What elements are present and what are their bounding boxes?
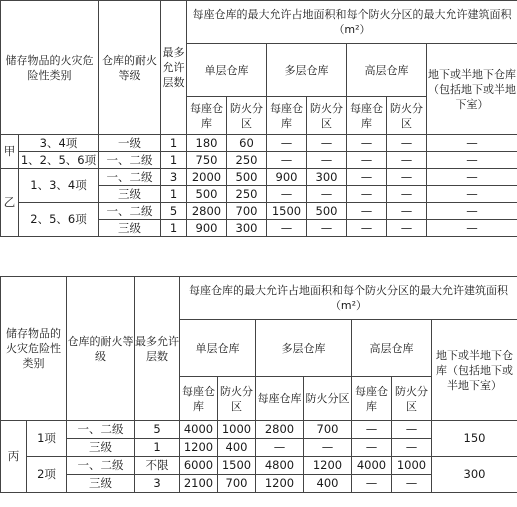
value-cell: 500 — [227, 169, 267, 186]
item-cell: 1项 — [27, 421, 67, 457]
value-cell: — — [347, 220, 387, 237]
header-underground: 地下或半地下仓库（包括地下或半地下室） — [427, 44, 517, 135]
class-cell: 丙 — [1, 421, 27, 493]
grade-cell: 一、二级 — [99, 169, 161, 186]
header-area-group: 每座仓库的最大允许占地面积和每个防火分区的最大允许建筑面积（m²） — [187, 1, 517, 44]
value-cell: 300 — [307, 169, 347, 186]
floors-cell: 不限 — [135, 457, 180, 475]
value-cell: 700 — [218, 475, 256, 493]
header-per-warehouse: 每座仓库 — [352, 377, 392, 421]
value-cell: 1500 — [218, 457, 256, 475]
header-per-warehouse: 每座仓库 — [267, 97, 307, 135]
value-cell: — — [267, 186, 307, 203]
header-per-warehouse: 每座仓库 — [256, 377, 304, 421]
floors-cell: 1 — [161, 186, 187, 203]
value-cell: — — [387, 152, 427, 169]
floors-cell: 3 — [135, 475, 180, 493]
value-cell: 2100 — [180, 475, 218, 493]
header-per-warehouse: 每座仓库 — [347, 97, 387, 135]
value-cell: 1000 — [392, 457, 432, 475]
value-cell: 4000 — [180, 421, 218, 439]
header-multi-storey: 多层仓库 — [267, 44, 347, 97]
value-cell: — — [427, 152, 517, 169]
value-cell: — — [352, 475, 392, 493]
grade-cell: 一、二级 — [67, 421, 135, 439]
value-cell: — — [387, 135, 427, 152]
value-cell: — — [347, 186, 387, 203]
header-area-group: 每座仓库的最大允许占地面积和每个防火分区的最大允许建筑面积（m²） — [180, 277, 517, 320]
floors-cell: 3 — [161, 169, 187, 186]
value-cell: — — [427, 186, 517, 203]
value-cell: 300 — [227, 220, 267, 237]
header-max-floors: 最多允许层数 — [135, 277, 180, 421]
grade-cell: 一、二级 — [67, 457, 135, 475]
item-cell: 3、4项 — [19, 135, 99, 152]
value-cell: 1200 — [180, 439, 218, 457]
value-cell: — — [387, 169, 427, 186]
floors-cell: 1 — [161, 220, 187, 237]
header-high-rise: 高层仓库 — [352, 320, 432, 377]
floors-cell: 1 — [161, 135, 187, 152]
header-single-storey: 单层仓库 — [180, 320, 256, 377]
header-per-zone: 防火分区 — [218, 377, 256, 421]
item-cell: 1、2、5、6项 — [19, 152, 99, 169]
value-cell: — — [307, 186, 347, 203]
header-category: 储存物品的火灾危险性类别 — [1, 277, 67, 421]
value-cell: — — [387, 203, 427, 220]
header-multi-storey: 多层仓库 — [256, 320, 352, 377]
value-cell: 900 — [187, 220, 227, 237]
header-per-warehouse: 每座仓库 — [187, 97, 227, 135]
floors-cell: 5 — [161, 203, 187, 220]
header-per-zone: 防火分区 — [307, 97, 347, 135]
header-per-warehouse: 每座仓库 — [180, 377, 218, 421]
header-per-zone: 防火分区 — [392, 377, 432, 421]
item-cell: 1、3、4项 — [19, 169, 99, 203]
value-cell: 1200 — [304, 457, 352, 475]
floors-cell: 1 — [135, 439, 180, 457]
value-cell: 900 — [267, 169, 307, 186]
floors-cell: 5 — [135, 421, 180, 439]
item-cell: 2项 — [27, 457, 67, 493]
value-cell: — — [307, 135, 347, 152]
grade-cell: 一级 — [99, 135, 161, 152]
value-cell: — — [427, 203, 517, 220]
value-cell: 2800 — [187, 203, 227, 220]
header-fire-rating: 仓库的耐火等级 — [99, 1, 161, 135]
fire-warehouse-table-2 — [0, 276, 517, 493]
grade-cell: 三级 — [99, 186, 161, 203]
value-cell: — — [304, 439, 352, 457]
value-cell: — — [347, 135, 387, 152]
header-per-zone: 防火分区 — [227, 97, 267, 135]
header-per-zone: 防火分区 — [304, 377, 352, 421]
value-cell: 4000 — [352, 457, 392, 475]
value-cell: 400 — [218, 439, 256, 457]
value-cell: — — [392, 439, 432, 457]
header-fire-rating: 仓库的耐火等级 — [67, 277, 135, 421]
value-cell: — — [347, 152, 387, 169]
header-per-zone: 防火分区 — [387, 97, 427, 135]
value-cell: 1200 — [256, 475, 304, 493]
value-cell: — — [427, 135, 517, 152]
header-high-rise: 高层仓库 — [347, 44, 427, 97]
value-cell: — — [387, 220, 427, 237]
header-category: 储存物品的火灾危险性类别 — [1, 1, 99, 135]
value-cell: 500 — [307, 203, 347, 220]
value-cell: 6000 — [180, 457, 218, 475]
value-cell: — — [392, 475, 432, 493]
value-cell: — — [267, 152, 307, 169]
value-cell: 700 — [227, 203, 267, 220]
value-cell: 250 — [227, 186, 267, 203]
value-cell: 300 — [432, 457, 517, 493]
value-cell: — — [387, 186, 427, 203]
value-cell: — — [427, 220, 517, 237]
grade-cell: 三级 — [67, 475, 135, 493]
header-max-floors: 最多允许层数 — [161, 1, 187, 135]
class-cell: 乙 — [1, 169, 19, 237]
value-cell: 500 — [187, 186, 227, 203]
class-cell: 甲 — [1, 135, 19, 169]
item-cell: 2、5、6项 — [19, 203, 99, 237]
value-cell: 1500 — [267, 203, 307, 220]
value-cell: — — [307, 220, 347, 237]
grade-cell: 一、二级 — [99, 152, 161, 169]
value-cell: 1000 — [218, 421, 256, 439]
value-cell: 750 — [187, 152, 227, 169]
value-cell: 250 — [227, 152, 267, 169]
value-cell: 700 — [304, 421, 352, 439]
grade-cell: 一、二级 — [99, 203, 161, 220]
value-cell: 60 — [227, 135, 267, 152]
value-cell: — — [352, 439, 392, 457]
value-cell: 150 — [432, 421, 517, 457]
value-cell: 180 — [187, 135, 227, 152]
value-cell: — — [256, 439, 304, 457]
value-cell: 2800 — [256, 421, 304, 439]
value-cell: — — [352, 421, 392, 439]
value-cell: — — [347, 169, 387, 186]
header-single-storey: 单层仓库 — [187, 44, 267, 97]
value-cell: 400 — [304, 475, 352, 493]
header-underground: 地下或半地下仓库（包括地下或半地下室） — [432, 320, 517, 421]
grade-cell: 三级 — [67, 439, 135, 457]
grade-cell: 三级 — [99, 220, 161, 237]
value-cell: — — [427, 169, 517, 186]
value-cell: — — [392, 421, 432, 439]
value-cell: — — [347, 203, 387, 220]
value-cell: 2000 — [187, 169, 227, 186]
value-cell: — — [267, 135, 307, 152]
value-cell: — — [267, 220, 307, 237]
floors-cell: 1 — [161, 152, 187, 169]
value-cell: — — [307, 152, 347, 169]
value-cell: 4800 — [256, 457, 304, 475]
fire-warehouse-table-1 — [0, 0, 517, 237]
